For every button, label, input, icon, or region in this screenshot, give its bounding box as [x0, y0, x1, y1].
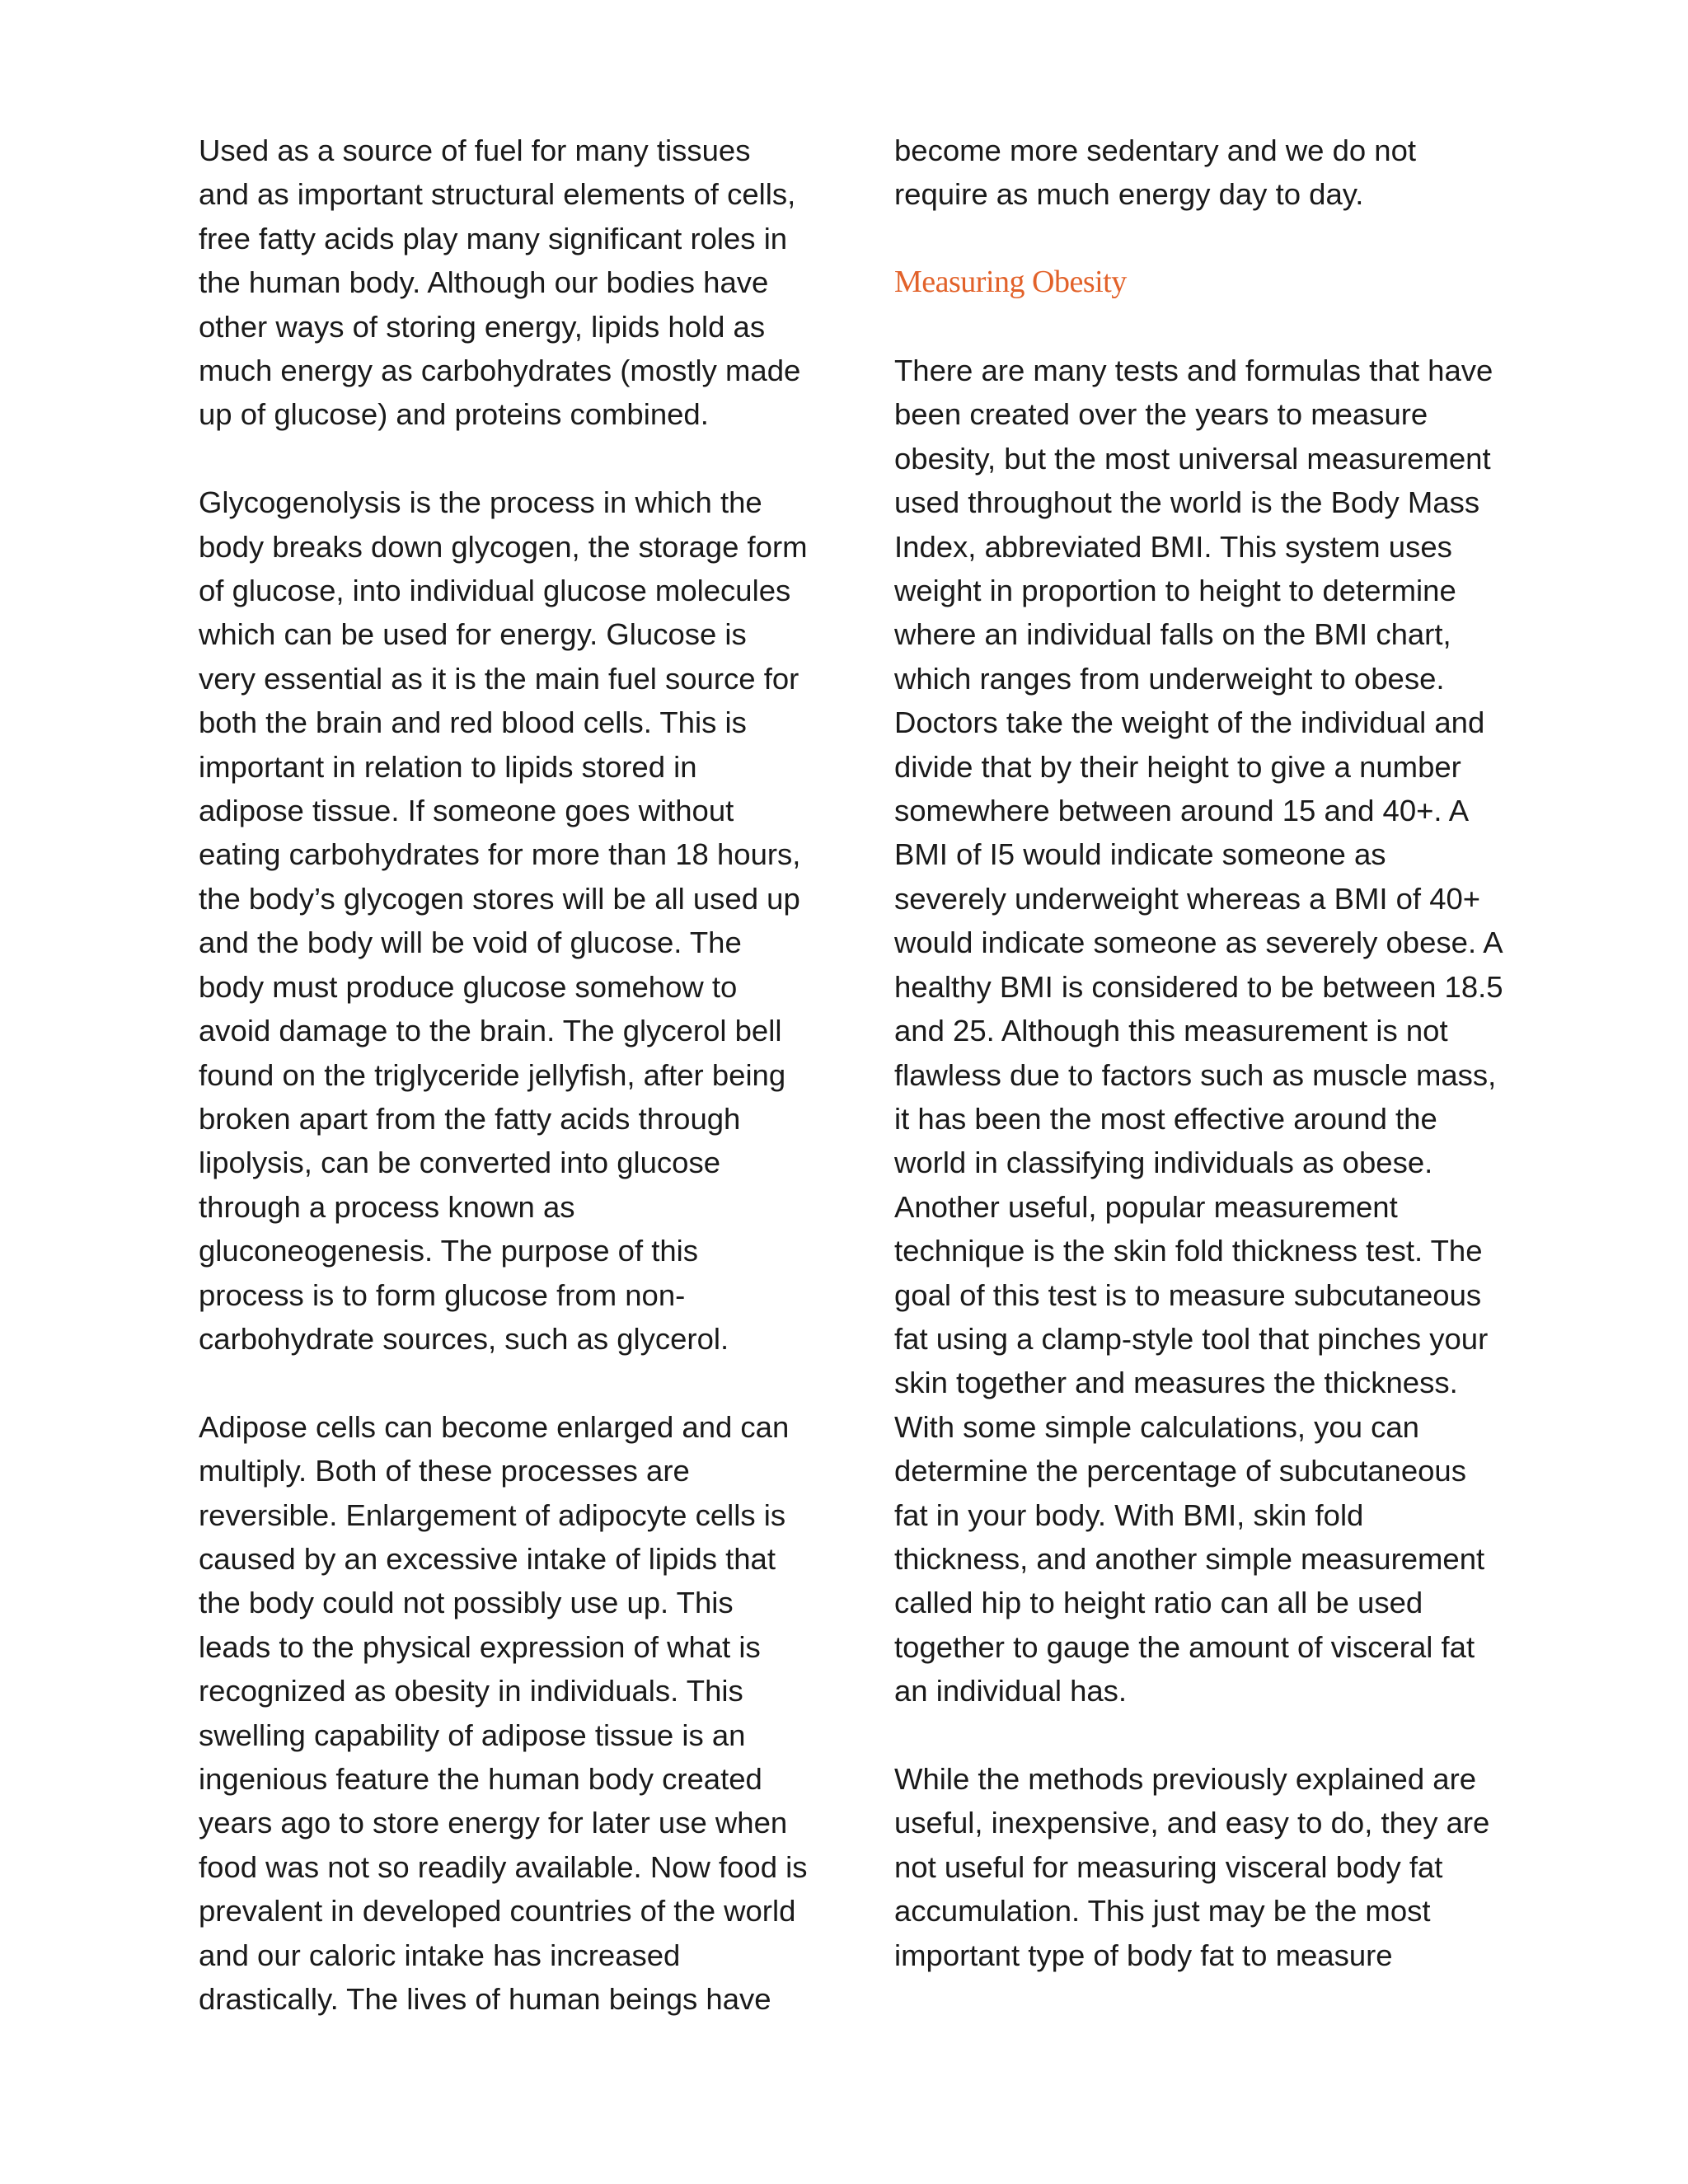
paragraph-continuation: become more sedentary and we do not require as much energy day to day.: [894, 134, 1417, 212]
left-column: [199, 129, 809, 2021]
paragraph-visceral-fat: While the methods previously explained are useful, inexpensive, and easy to do, they are not useful for measuring visceral body fat accumulation. This just may be the most important type of body fat to measure: [894, 1761, 1490, 1972]
paragraph-bmi: There are many tests and formulas that have been created over the years to measure obesity, but the most universal measurement used throughout the world is the Body Mass Index, abbreviated BMI. This system uses weight in proportion to height to determine where an individual falls on the BMI chart, which ranges from underweight to obese. Doctors take the weight of the individual and divide that by their height to give a number somewhere between around 15 and 40+. A BMI of I5 would indicate someone as severely underweight whereas a BMI of 40+ would indicate someone as severely obese. A healthy BMI is considered to be between 18.5 and 25. Although this measurement is not flawless due to factors such as muscle mass, it has been the most effective around the world in classifying individuals as obese. Another useful, popular measurement technique is the skin fold thickness test. The goal of this test is to measure subcutaneous fat using a clamp-style tool that pinches your skin together and measures the thickness. With some simple calculations, you can determine the percentage of subcutaneous fat in your body. With BMI, skin fold thickness, and another simple measurement called hip to height ratio can all be used together to gauge the amount of visceral fat an individual has.: [894, 354, 1503, 1708]
paragraph-fatty-acids: Used as a source of fuel for many tissues and as important structural elements of cells, free fatty acids play many significant roles in the human body. Although our bodies have other ways of storing energy, lipids hold as much energy as carbohydrates (mostly made up of glucose) and proteins combined.: [199, 134, 801, 432]
paragraph-glycogenolysis: Glycogenolysis is the process in which the body breaks down glycogen, the storage form of glucose, into individual glucose molecules which can be used for energy. Glucose is very essential as it is the main fuel source for both the brain and red blood cells. This is important in relation to lipids stored in adipose tissue. If someone goes without eating carbohydrates for more than 18 hours, the body’s glycogen stores will be all used up and the body will be void of glucose. The body must produce glucose somehow to avoid damage to the brain. The glycerol bell found on the triglyceride jellyfish, after being broken apart from the fatty acids through lipolysis, can be converted into glucose through a process known as gluconeogenesis. The purpose of this process is to form glucose from non-carbohydrate sources, such as glycerol.: [199, 485, 808, 1356]
section-heading-measuring-obesity: Measuring Obesity: [894, 265, 1127, 300]
paragraph-adipose-cells: Adipose cells can become enlarged and can multiply. Both of these processes are reversible. Enlargement of adipocyte cells is caused by an excessive intake of lipids that the body could not possibly use up. This leads to the physical expression of what is recognized as obesity in individuals. This swelling capability of adipose tissue is an ingenious feature the human body created years ago to store energy for later use when food was not so readily available. Now food is prevalent in developed countries of the world and our caloric intake has increased drastically. The lives of human beings have: [199, 1409, 808, 2017]
right-column: [894, 129, 1504, 1977]
